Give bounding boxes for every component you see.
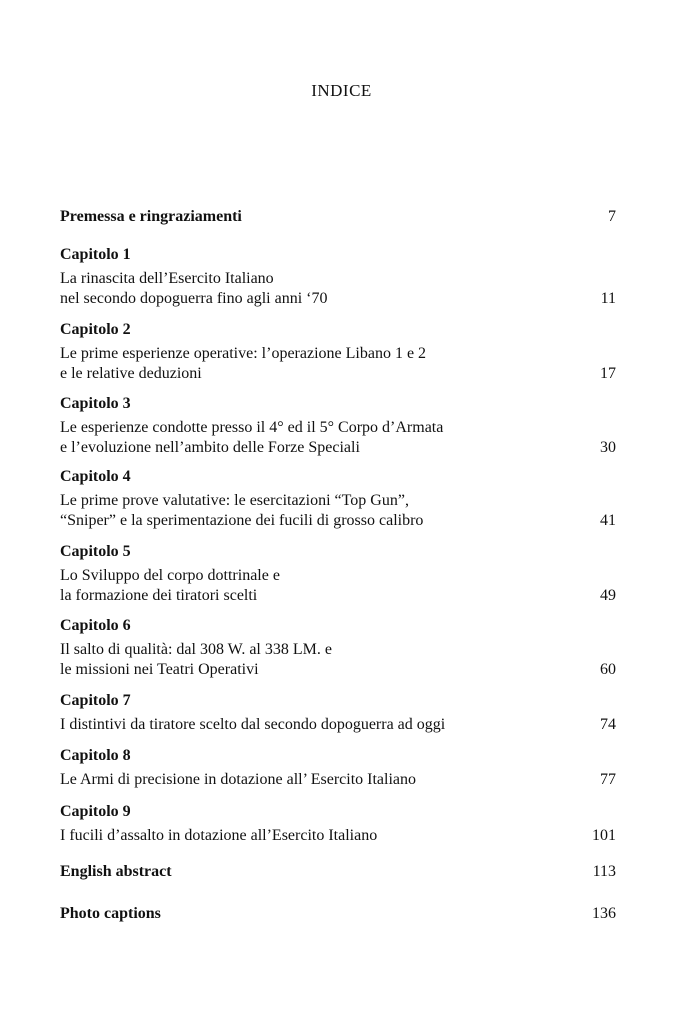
page-title: INDICE	[311, 81, 372, 100]
toc-entry-description: e le relative deduzioni	[60, 365, 202, 382]
toc-entry-description: Le esperienze condotte presso il 4° ed il 5° Corpo d’Armata	[60, 419, 444, 436]
toc-page-number: 77	[600, 771, 616, 788]
toc-page-number: 49	[600, 587, 616, 604]
toc-entry-description: Lo Sviluppo del corpo dottrinale e	[60, 567, 280, 584]
toc-page-number: 7	[608, 208, 616, 225]
toc-page-number: 101	[592, 827, 616, 844]
toc-entry-description: Il salto di qualità: dal 308 W. al 338 LM. e	[60, 641, 332, 658]
toc-entry-heading: Capitolo 2	[60, 321, 131, 338]
toc-entry-heading: Capitolo 9	[60, 803, 131, 820]
toc-entry-heading: Capitolo 8	[60, 747, 131, 764]
toc-entry-description: Le prime esperienze operative: l’operazione Libano 1 e 2	[60, 345, 427, 362]
toc-entry-heading: Premessa e ringraziamenti	[60, 208, 242, 225]
toc-entry-description: La rinascita dell’Esercito Italiano	[60, 270, 274, 287]
toc-entry-description: e l’evoluzione nell’ambito delle Forze Speciali	[60, 439, 360, 456]
toc-page-number: 11	[600, 290, 616, 307]
toc-entry-description: I fucili d’assalto in dotazione all’Esercito Italiano	[60, 827, 378, 844]
toc-entry-heading: Capitolo 1	[60, 246, 131, 263]
toc-entry-heading: Capitolo 3	[60, 395, 131, 412]
toc-page-number: 30	[600, 439, 616, 456]
toc-entry-heading: Capitolo 5	[60, 543, 131, 560]
toc-page-number: 74	[600, 716, 616, 733]
toc-page-number: 17	[600, 365, 616, 382]
toc-entry-description: Le Armi di precisione in dotazione all’ Esercito Italiano	[60, 771, 417, 788]
toc-entry-heading: Capitolo 7	[60, 692, 131, 709]
toc-entry-heading: English abstract	[60, 863, 172, 880]
toc-entry-description: le missioni nei Teatri Operativi	[60, 661, 259, 678]
toc-entry-heading: Capitolo 6	[60, 617, 131, 634]
toc-entry-heading: Photo captions	[60, 905, 161, 922]
toc-entry-description: la formazione dei tiratori scelti	[60, 587, 258, 604]
toc-page-number: 41	[600, 512, 616, 529]
toc-entry-description: nel secondo dopoguerra fino agli anni ‘70	[60, 290, 328, 307]
toc-page-number: 136	[592, 905, 616, 922]
toc-page-number: 60	[600, 661, 616, 678]
toc-entry-description: I distintivi da tiratore scelto dal secondo dopoguerra ad oggi	[60, 716, 446, 733]
toc-page-number: 113	[592, 863, 616, 880]
toc-entry-heading: Capitolo 4	[60, 468, 131, 485]
toc-entry-description: “Sniper” e la sperimentazione dei fucili di grosso calibro	[60, 512, 424, 529]
toc-entry-description: Le prime prove valutative: le esercitazioni “Top Gun”,	[60, 492, 409, 509]
